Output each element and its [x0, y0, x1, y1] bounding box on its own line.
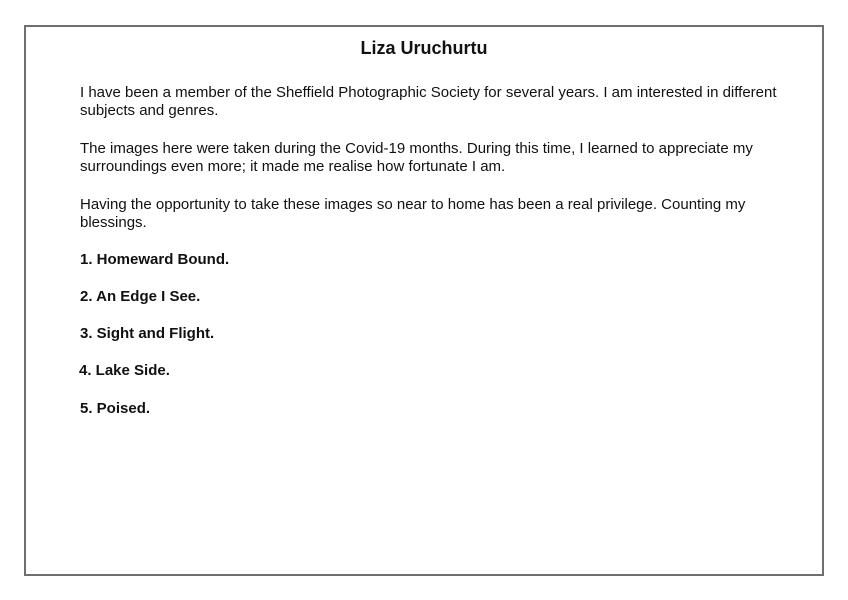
- document-title: Liza Uruchurtu: [360, 38, 488, 58]
- intro-paragraph: I have been a member of the Sheffield Photographic Society for several years. I am interested in different subjects and genres.: [80, 84, 777, 119]
- document-frame: [24, 25, 824, 576]
- image-title-item: 5. Poised.: [80, 400, 151, 417]
- covid-paragraph: The images here were taken during the Covid-19 months. During this time, I learned to appreciate my surroundings even more; it made me realise how fortunate I am.: [80, 140, 753, 175]
- privilege-paragraph: Having the opportunity to take these images so near to home has been a real privilege. Counting my blessings.: [80, 196, 746, 231]
- image-title-item: 3. Sight and Flight.: [80, 325, 215, 342]
- image-title-item: 4. Lake Side.: [79, 362, 170, 379]
- image-title-item: 1. Homeward Bound.: [80, 251, 230, 268]
- image-title-item: 2. An Edge I See.: [80, 288, 201, 305]
